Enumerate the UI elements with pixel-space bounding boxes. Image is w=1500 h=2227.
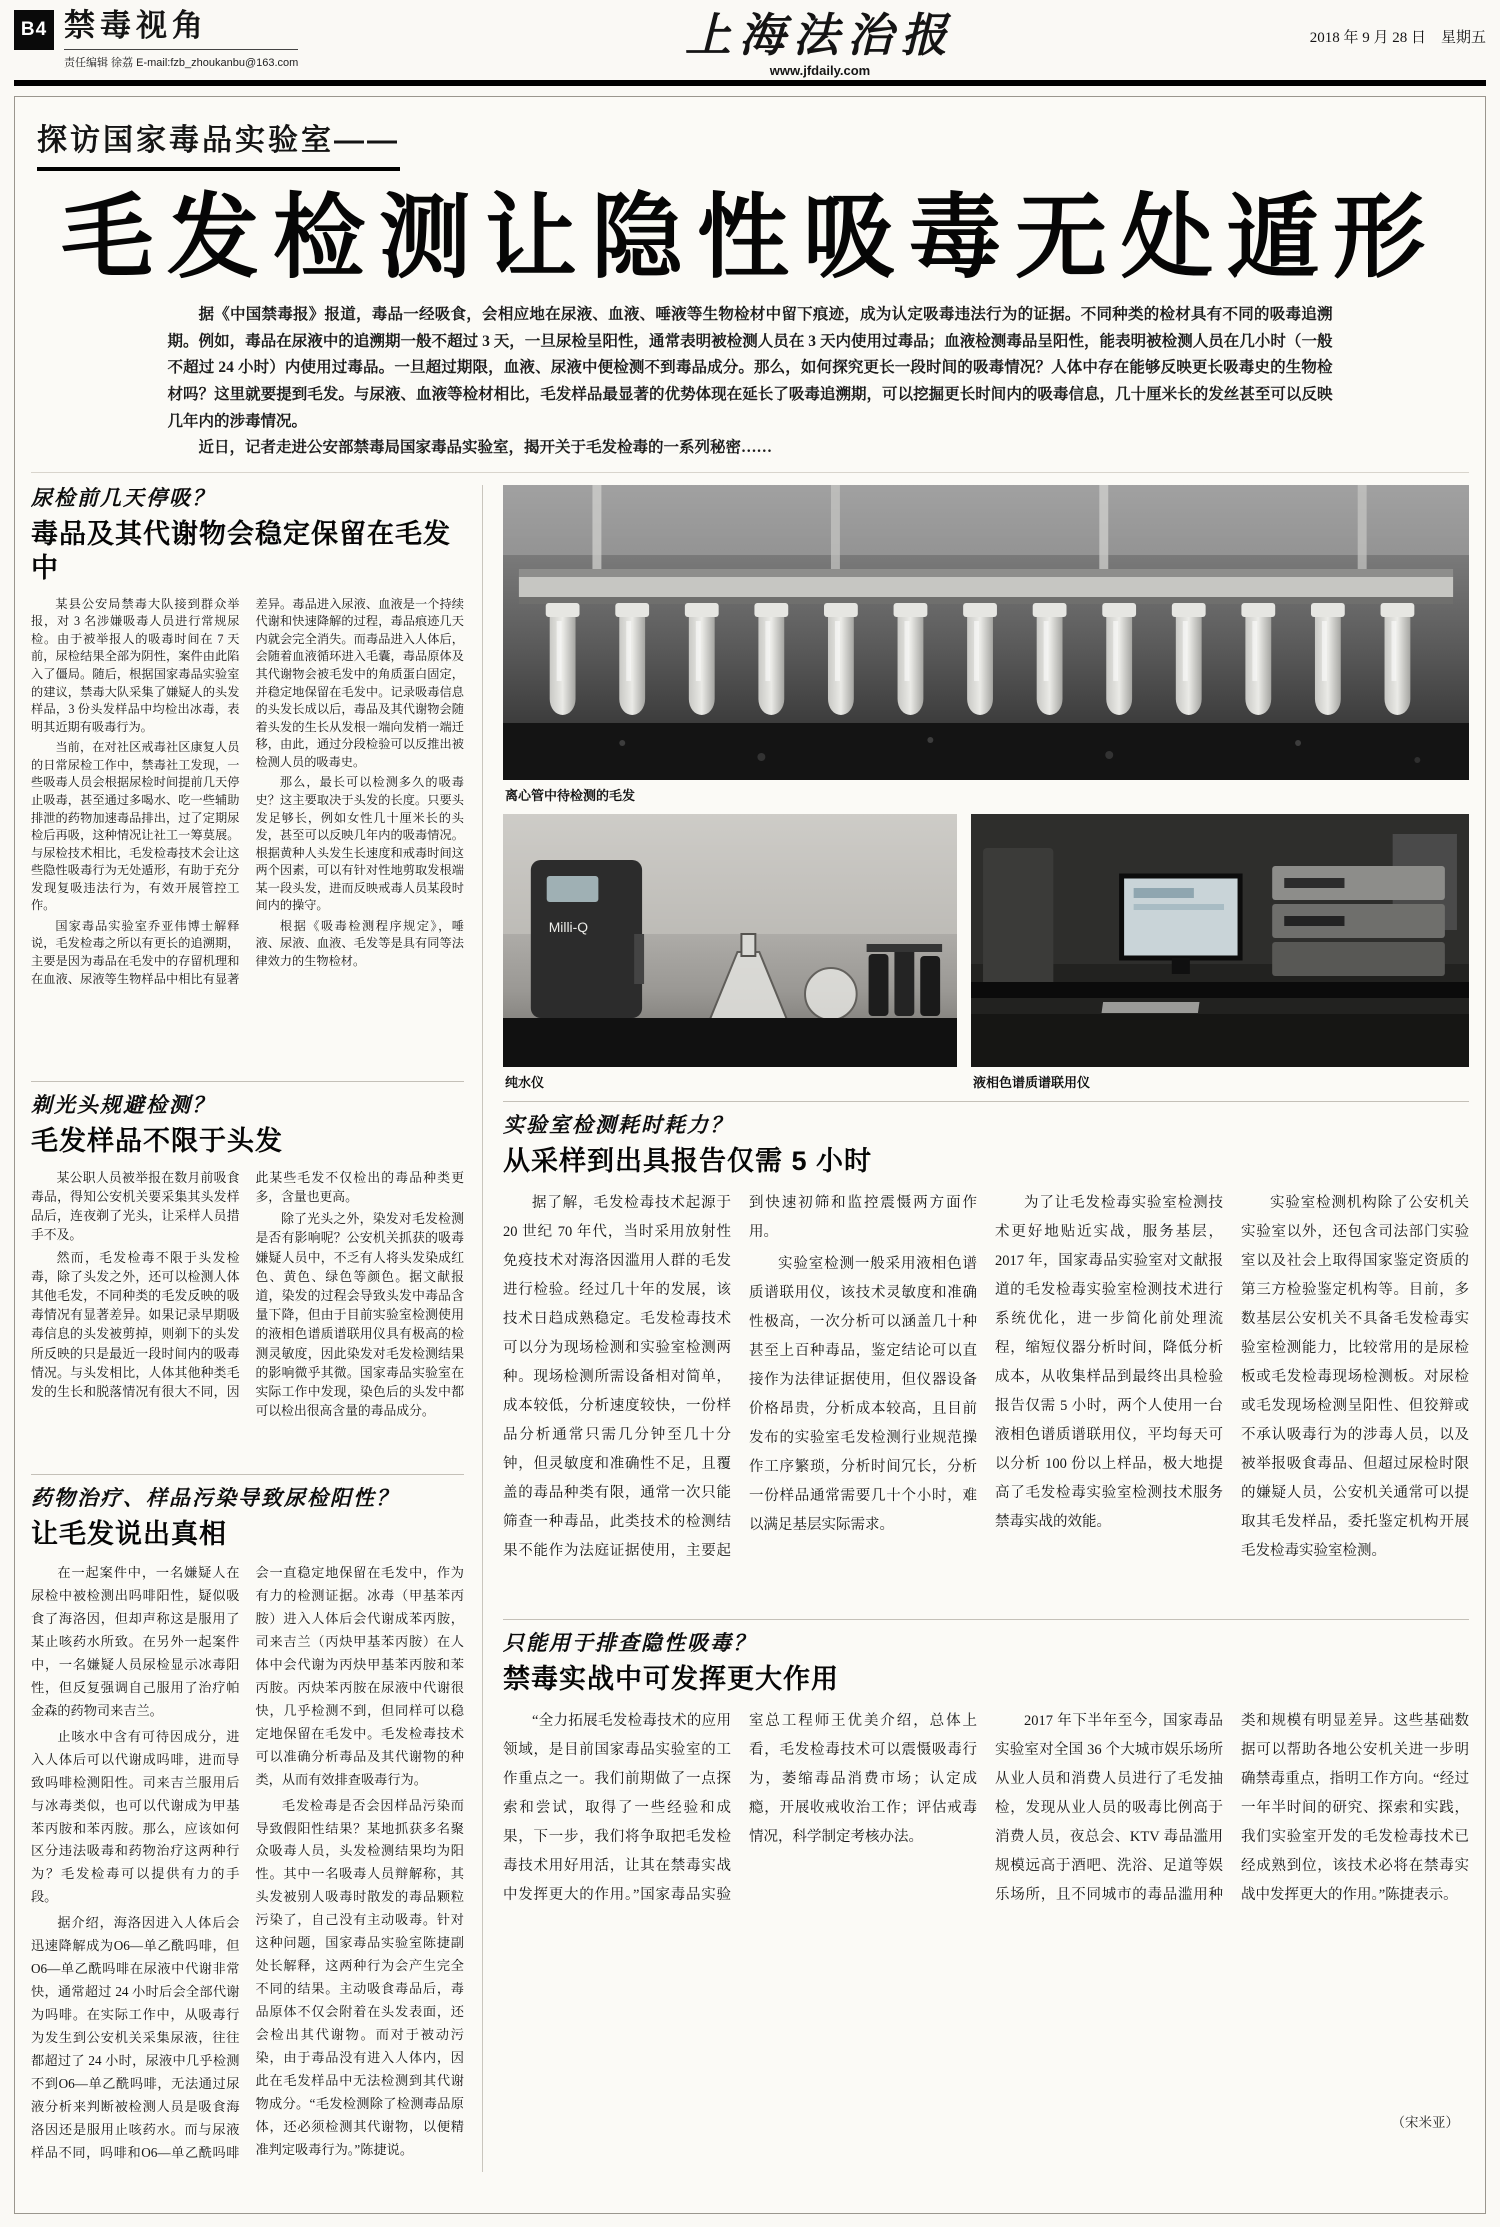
section-body [31, 596, 464, 1071]
article-frame [14, 96, 1486, 2214]
masthead-center [484, 10, 1156, 78]
paragraph: 某县公安局禁毒大队接到群众举报，对 3 名涉嫌吸毒人员进行常规尿检。由于被举报人的吸毒时间在 7 天前，尿检结果全部为阴性，案件由此陷入了僵局。随后，根据国家毒品实验室的建议，禁毒大队采集了嫌疑人的头发样品，3 份头发样品中均检出冰毒，表明其近期有吸毒行为。 [31, 596, 240, 734]
lead-paragraphs [168, 302, 1333, 462]
paragraph: 据介绍，海洛因进入人体后会迅速降解成为O6—单乙酰吗啡，但O6—单乙酰吗啡在尿液中代谢非常快，通常超过 24 小时后会全部代谢为吗啡。在实际工作中，从吸毒行为发生到公安机关采集尿液，往往都超过了 24 小时，尿液中几乎检测不到O6—单乙酰吗啡，无法通过尿液分析来判断被检测人员是吸食海洛因还是服用止咳药水。而与尿液样品不同，吗啡和O6—单乙酰吗啡会一直稳定地保留在毛发中，作为有力的检测证据。冰毒（甲基苯丙胺）进入人体后会代谢成苯丙胺，司来吉兰（丙炔甲基苯丙胺）在人体中会代谢为丙炔甲基苯丙胺和苯丙胺。丙炔苯丙胺在尿液中代谢很快，几乎检测不到，但同样可以稳定地保留在毛发中。毛发检毒技术可以准确分析毒品及其代谢物的种类，从而有效排查吸毒行为。 [31, 1564, 464, 2161]
paragraph: 为了让毛发检毒实验室检测技术更好地贴近实战，服务基层，2017 年，国家毒品实验室对文献报道的毛发检毒实验室检测技术进行系统优化，进一步简化前处理流程，缩短仪器分析时间，降低分析成本，从收集样品到最终出具检验报告仅需 5 小时，两个人使用一台液相色谱质谱联用仪，平均每天可以分析 100 份以上样品，极大地提高了毛发检毒实验室检测技术服务禁毒实战的效能。 [995, 1195, 1223, 1531]
date-line: 2018 年 9 月 28 日 星期五 [1309, 30, 1486, 46]
section-headline: 毛发样品不限于头发 [31, 1126, 283, 1157]
right-column-group [503, 485, 1469, 2172]
paragraph: 实验室检测一般采用液相色谱质谱联用仪，该技术灵敏度和准确性极高，一次分析可以涵盖几十种甚至上百种毒品，鉴定结论可以直接作为法律证据使用，但仪器设备价格昂贵，分析成本较高，且目前发布的实验室毛发检测行业规范操作工序繁琐，分析时间冗长，分析一份样品通常需要几十个小时，难以满足基层实际需求。 [749, 1256, 977, 1534]
device-label: Milli-Q [548, 918, 589, 935]
section-body [503, 1189, 1469, 1609]
photo-caption-lcms: 液相色谱质谱联用仪 [973, 1074, 1091, 1090]
paragraph: 实验室检测机构除了公安机关实验室以外，还包含司法部门实验室以及社会上取得国家鉴定资质的第三方检验鉴定机构等。目前，多数基层公安机关不具备毛发检毒实验室检测能力，比较常用的是尿检板或毛发检毒现场检测板。对尿检或毛发现场检测呈阳性、但狡辩或不承认吸毒行为的涉毒人员，以及被举报吸食毒品、但超过尿检时限的嫌疑人员，公安机关通常可以提取其毛发样品，委托鉴定机构开展毛发检毒实验室检测。 [1241, 1195, 1469, 1560]
header-rule [14, 80, 1486, 86]
photo-row [503, 814, 1469, 1091]
masthead-left [14, 10, 484, 70]
paragraph: “全力拓展毛发检毒技术的应用领域，是目前国家毒品实验室的工作重点之一。我们前期做了一点探索和尝试，取得了一些经验和成果，下一步，我们将争取把毛发检毒技术用好用活，让其在禁毒实战中发挥更大的作用。”国家毒品实验室总工程师王优美介绍，总体上看，毛发检毒技术可以震慑吸毒行为，萎缩毒品消费市场；认定成瘾，开展收戒收治工作；评估戒毒情况，科学制定考核办法。 [503, 1713, 977, 1904]
paragraph: 当前，在对社区戒毒社区康复人员的日常尿检工作中，禁毒社工发现，一些吸毒人员会根据尿检时间提前几天停止吸毒，甚至通过多喝水、吃一些辅助排泄的药物加速毒品排出，过了定期尿检后再吸，这种情况让社工一筹莫展。与尿检技术相比，毛发检毒技术会让这些隐性吸毒行为无处遁形，有助于充分发现复吸违法行为，有效开展管控工作。 [31, 740, 240, 913]
section-headline: 让毛发说出真相 [31, 1519, 227, 1550]
section-body [503, 1707, 1469, 2107]
section-divider [31, 1081, 464, 1082]
article-content [31, 472, 1469, 2172]
section-title: 禁毒视角 [64, 8, 208, 43]
figure-water-purifier [503, 814, 957, 1091]
newspaper-name: 上海法治报 [685, 10, 955, 61]
paragraph: 某公职人员被举报在数月前吸食毒品，得知公安机关要采集其头发样品后，连夜剃了光头，让采样人员措手不及。 [31, 1170, 240, 1243]
editor-line: 责任编辑 徐荔 E-mail:fzb_zhoukanbu@163.com [64, 49, 298, 70]
photo-caption-water: 纯水仪 [505, 1074, 545, 1090]
masthead-bar [14, 10, 1486, 78]
section-headline: 毒品及其代谢物会稳定保留在毛发中 [31, 519, 451, 584]
section-headline: 从采样到出具报告仅需 5 小时 [503, 1146, 873, 1177]
paragraph: 近日，记者走进公安部禁毒局国家毒品实验室，揭开关于毛发检毒的一系列秘密…… [198, 439, 773, 457]
page-number-badge: B4 [14, 10, 54, 50]
section-headline: 禁毒实战中可发挥更大作用 [503, 1664, 839, 1695]
section-hair-truth [31, 1485, 464, 2172]
section-subhead: 尿检前几天停吸？ [31, 485, 215, 510]
paragraph: 在一起案件中，一名嫌疑人在尿检中被检测出吗啡阳性，疑似吸食了海洛因，但却声称这是服用了某止咳药水所致。在另外一起案件中，一名嫌疑人员尿检显示冰毒阳性，但反复强调自己服用了治疗帕金森的药物司来吉兰。 [31, 1564, 240, 1718]
photo-centrifuge-tubes [503, 485, 1469, 780]
paragraph: 据《中国禁毒报》报道，毒品一经吸食，会相应地在尿液、血液、唾液等生物检材中留下痕迹，成为认定吸毒违法行为的证据。不同种类的检材具有不同的吸毒追溯期。例如，毒品在尿液中的追溯期一般不超过 3 天，一旦尿检呈阳性，通常表明被检测人员在 3 天内使用过毒品；血液检测毒品呈阳性，能表明被检测人员在几小时（一般不超过 24 小时）内使用过毒品。一旦超过期限，血液、尿液中便检测不到毒品成分。那么，如何探究更长一段时间的吸毒情况？人体中存在能够反映更长吸毒史的生物检材吗？这里就要提到毛发。与尿液、血液等检材相比，毛发样品最显著的优势体现在延长了吸毒追溯期，可以挖掘更长时间内的吸毒信息，几十厘米长的发丝甚至可以反映几年内的涉毒情况。 [167, 306, 1333, 430]
main-headline: 毛发检测让隐性吸毒无处遁形 [60, 187, 1439, 289]
paragraph: 那么，最长可以检测多久的吸毒史？这主要取决于头发的长度。只要头发足够长，例如女性几十厘米长的头发，甚至可以反映几年内的吸毒情况。根据黄种人头发生长速度和戒毒时间这两个因素，可以有针对性地剪取发根端某一段头发，进而反映戒毒人员某段时间内的操守。 [255, 775, 464, 913]
section-urine-test-gap [31, 485, 464, 1071]
paragraph: 然而，毛发检毒不限于头发检毒，除了头发之外，还可以检测人体其他毛发，不同种类的毛发反映的吸毒情况有显著差异。如果记录早期吸毒信息的头发被剪掉，则剃下的头发所反映的只是最近一段时间内的吸毒情况。与头发相比，人体其他种类毛发的生长和脱落情况有很大不同，因此某些毛发不仅检出的毒品种类更多，含量也更高。 [31, 1170, 464, 1399]
photo-water-purifier [503, 814, 957, 1067]
paragraph: 根据《吸毒检测程序规定》，唾液、尿液、血液、毛发等是具有同等法律效力的生物检材。 [255, 918, 464, 969]
section-subhead: 只能用于排查隐性吸毒？ [503, 1631, 756, 1656]
photo-lcms [971, 814, 1469, 1067]
paragraph: 据了解，毛发检毒技术起源于 20 世纪 70 年代，当时采用放射性免疫技术对海洛因滥用人群的毛发进行检验。经过几十年的发展，该技术日趋成熟稳定。毛发检毒技术可以分为现场检测和实验室检测两种。现场检测所需设备相对简单，成本较低，分析速度较快，一份样品分析通常只需几分钟至几十分钟，但灵敏度和准确性不足，且覆盖的毒品种类有限，通常一次只能筛查一种毒品，此类技术的检测结果不能作为法庭证据使用，主要起到快速初筛和监控震慑两方面作用。 [503, 1195, 977, 1560]
section-anti-drug-combat [503, 1630, 1469, 2131]
author-credit: （宋米亚） [1391, 2115, 1459, 2131]
paragraph: 国家毒品实验室乔亚伟博士解释说，毛发检毒之所以有更长的追溯期，主要是因为毒品在毛发中的存留机理和在血液、尿液等生物样品中相比有显著差异。毒品进入尿液、血液是一个持续代谢和快速降解的过程，毒品痕迹几天内就会完全消失。而毒品进入人体后，会随着血液循环进入毛囊，毒品原体及其代谢物会被毛发中的角质蛋白固定，并稳定地保留在毛发中。记录吸毒信息的头发长成以后，毒品及其代谢物会随着头发的生长从发根一端向发梢一端迁移，由此，通过分段检验可以反推出被检测人员的吸毒史。 [31, 596, 464, 986]
section-lab-testing-time [503, 1112, 1469, 1609]
figure-lcms [971, 814, 1469, 1091]
paragraph: 除了光头之外，染发对毛发检测是否有影响呢？公安机关抓获的吸毒嫌疑人员中，不乏有人将头发染成红色、黄色、绿色等颜色。据文献报道，染发的过程会导致头发中毒品含量下降，但由于目前实验室检测使用的液相色谱质谱联用仪具有极高的检测灵敏度，因此染发对毛发检测结果的影响微乎其微。国家毒品实验室在实际工作中发现，染色后的头发中都可以检出很高含量的毒品成分。 [255, 1212, 464, 1419]
paragraph: 毛发检毒是否会因样品污染而导致假阳性结果？某地抓获多名聚众吸毒人员，头发检测结果均为阳性。其中一名吸毒人员辩解称，其头发被别人吸毒时散发的毒品颗粒污染了，自己没有主动吸毒。针对这种问题，国家毒品实验室陈捷副处长解释，这两种行为会产生完全不同的结果。主动吸食毒品后，毒品原体不仅会附着在头发表面，还会检出其代谢物。而对于被动污染，由于毒品没有进入人体内，因此在毛发样品中无法检测到其代谢物成分。“毛发检测除了检测毒品原体，还必须检测其代谢物，以便精准判定吸毒行为。”陈捷说。 [255, 1797, 464, 2158]
website-url: www.jfdaily.com [769, 63, 871, 79]
paragraph: 止咳水中含有可待因成分，进入人体后可以代谢成吗啡，进而导致吗啡检测阳性。司来吉兰服用后与冰毒类似，也可以代谢成为甲基苯丙胺和苯丙胺。那么，应该如何区分违法吸毒和药物治疗这两种行为？毛发检毒可以提供有力的手段。 [31, 1728, 240, 1905]
section-body [31, 1562, 464, 2172]
section-subhead: 药物治疗、样品污染导致尿检阳性？ [31, 1485, 399, 1510]
section-subhead: 剃光头规避检测？ [31, 1092, 215, 1117]
section-shaved-head [31, 1092, 464, 1464]
paragraph: 2017 年下半年至今，国家毒品实验室对全国 36 个大城市娱乐场所从业人员和消费人员进行了毛发抽检，发现从业人员的吸毒比例高于消费人员，夜总会、KTV 毒品滥用规模远高于酒吧、洗浴、足道等娱乐场所，且不同城市的毒品滥用种类和规模有明显差异。这些基础数据可以帮助各地公安机关进一步明确禁毒重点，指明工作方向。“经过一年半时间的研究、探索和实践，我们实验室开发的毛发检毒技术已经成熟到位，该技术必将在禁毒实战中发挥更大的作用。”陈捷表示。 [995, 1713, 1469, 1904]
section-divider [503, 1101, 1469, 1102]
left-column-group [31, 485, 483, 2172]
section-body [31, 1169, 464, 1464]
figure-centrifuge-tubes [503, 485, 1469, 804]
section-divider [31, 1474, 464, 1475]
photo-caption-tubes: 离心管中待检测的毛发 [505, 787, 636, 803]
kicker: 探访国家毒品实验室—— [37, 115, 400, 171]
section-subhead: 实验室检测耗时耗力？ [503, 1112, 733, 1137]
section-divider [503, 1619, 1469, 1620]
